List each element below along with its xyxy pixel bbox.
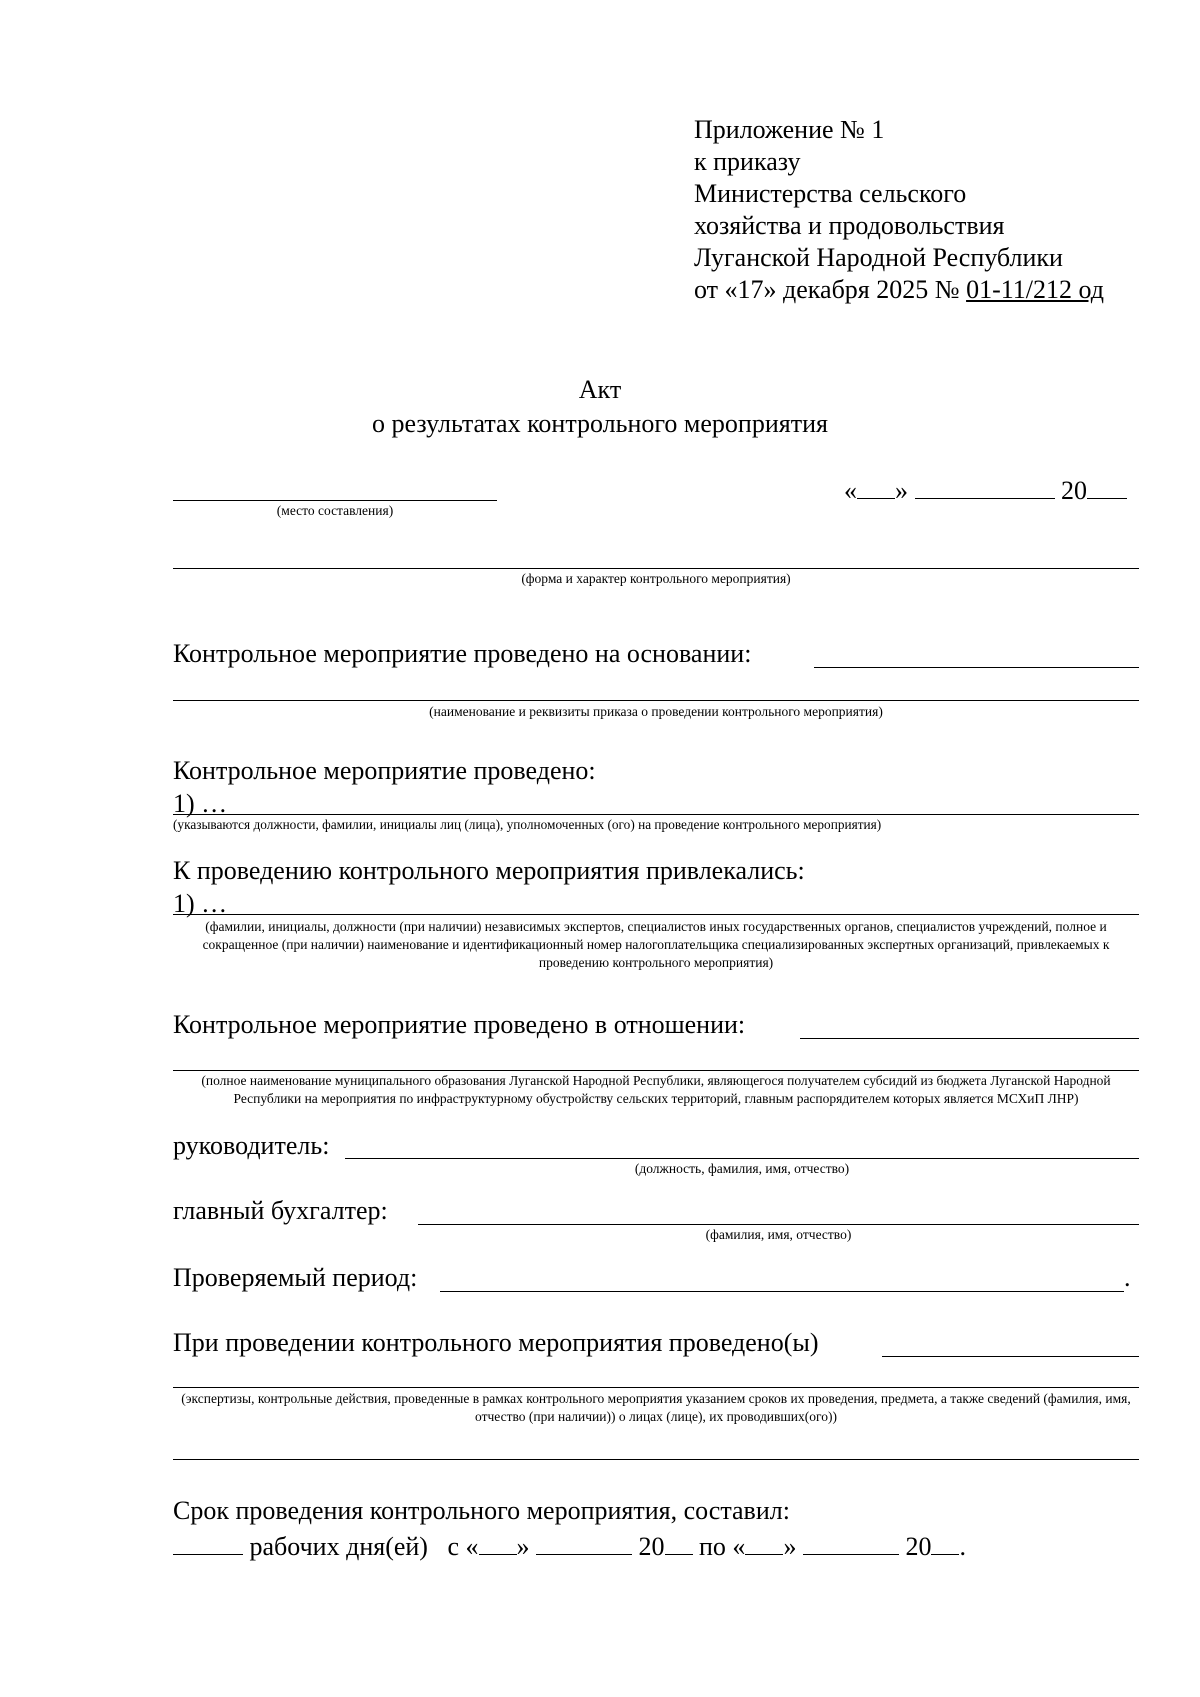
accountant-field[interactable]: [418, 1224, 1139, 1225]
approval-line-5: Луганской Народной Республики: [694, 243, 1063, 272]
approval-block: [694, 114, 1104, 306]
period-label: Проверяемый период:: [173, 1263, 418, 1292]
involved-item: 1) …: [173, 889, 228, 918]
approval-line-4: хозяйства и продовольствия: [694, 211, 1005, 240]
place-field[interactable]: [173, 500, 497, 501]
form-field[interactable]: [173, 568, 1139, 569]
date-day-field[interactable]: [857, 472, 895, 499]
duration-workdays: рабочих дня(ей): [249, 1532, 428, 1561]
from-month-field[interactable]: [536, 1528, 632, 1555]
conducted-caption: (указываются должности, фамилии, инициалы лиц (лица), уполномоченных (ого) на проведение контрольного мероприятия): [173, 817, 882, 832]
from-day-field[interactable]: [479, 1528, 517, 1555]
approval-date: от «17» декабря 2025 №: [694, 275, 967, 304]
involved-caption: (фамилии, инициалы, должности (при наличии) независимых экспертов, специалистов иных государственных органов, специалистов учреждений, полное и сокращенное (при наличии) наименование и идентификационный номер налогоплательщика специализированных экспертных организаций, привлекаемых к проведению контрольного мероприятия): [202, 919, 1110, 970]
conducted-item: 1) …: [173, 789, 228, 818]
document-subtitle: о результатах контрольного мероприятия: [372, 409, 828, 438]
date-open-quote: «: [844, 476, 857, 505]
to-year: 20: [905, 1532, 932, 1561]
approval-line-2: к приказу: [694, 147, 801, 176]
period-end: .: [1124, 1263, 1131, 1292]
to-close-quote: »: [783, 1532, 797, 1561]
basis-field-2[interactable]: [173, 700, 1139, 701]
basis-label: Контрольное мероприятие проведено на основании:: [173, 639, 752, 668]
date-field: [844, 472, 1127, 507]
head-caption: (должность, фамилия, имя, отчество): [634, 1161, 850, 1176]
subject-field-1[interactable]: [800, 1038, 1139, 1039]
basis-field-1[interactable]: [814, 667, 1139, 668]
date-year-prefix: 20: [1061, 476, 1087, 505]
head-field[interactable]: [345, 1158, 1139, 1159]
date-close-quote: »: [895, 476, 908, 505]
to-month-field[interactable]: [803, 1528, 899, 1555]
accountant-label: главный бухгалтер:: [173, 1196, 388, 1225]
document-title: Акт: [578, 375, 622, 404]
duration-end: .: [959, 1532, 966, 1561]
conducted-label: Контрольное мероприятие проведено:: [173, 756, 596, 785]
period-field[interactable]: [440, 1291, 1124, 1292]
from-year-field[interactable]: [665, 1528, 693, 1555]
actions-field-2[interactable]: [173, 1387, 1139, 1388]
to-day-field[interactable]: [745, 1528, 783, 1555]
basis-caption: (наименование и реквизиты приказа о проведении контрольного мероприятия): [429, 704, 883, 719]
from-close-quote: »: [516, 1532, 530, 1561]
duration-days-field[interactable]: [173, 1528, 243, 1555]
duration-to: по «: [699, 1532, 746, 1561]
involved-field[interactable]: [173, 914, 1139, 915]
subject-field-2[interactable]: [173, 1070, 1139, 1071]
subject-label: Контрольное мероприятие проведено в отношении:: [173, 1010, 746, 1039]
approval-line-3: Министерства сельского: [694, 179, 967, 208]
actions-field-1[interactable]: [882, 1356, 1139, 1357]
date-month-field[interactable]: [915, 472, 1055, 499]
from-year: 20: [638, 1532, 665, 1561]
actions-caption: (экспертизы, контрольные действия, проведенные в рамках контрольного мероприятия указанием сроков их проведения, предмета, а также сведений (фамилия, имя, отчество (при наличии)) о лицах (лице), их проводивших(ого)): [181, 1391, 1131, 1424]
duration-label: Срок проведения контрольного мероприятия, составил:: [173, 1496, 790, 1525]
duration-from: с «: [447, 1532, 479, 1561]
conducted-field[interactable]: [173, 814, 1139, 815]
approval-line-1: Приложение № 1: [694, 115, 885, 144]
duration-row: [173, 1528, 966, 1563]
form-caption: (форма и характер контрольного мероприятия): [521, 571, 791, 586]
involved-label: К проведению контрольного мероприятия привлекались:: [173, 856, 805, 885]
subject-caption: (полное наименование муниципального образования Луганской Народной Республики, являющегося получателем субсидий из бюджета Луганской Народной Республики на мероприятия по инфраструктурному обустройству сельских территорий, главным распорядителем которых является МСХиП ЛНР): [201, 1073, 1111, 1106]
place-caption: (место составления): [276, 503, 394, 518]
head-label: руководитель:: [173, 1131, 330, 1160]
accountant-caption: (фамилия, имя, отчество): [705, 1227, 852, 1242]
approval-line-6: [694, 274, 1104, 306]
date-year-field[interactable]: [1087, 472, 1127, 499]
approval-order-number: 01-11/212 од: [966, 275, 1104, 304]
to-year-field[interactable]: [931, 1528, 959, 1555]
actions-label: При проведении контрольного мероприятия проведено(ы): [173, 1328, 819, 1357]
actions-field-3[interactable]: [173, 1459, 1139, 1460]
